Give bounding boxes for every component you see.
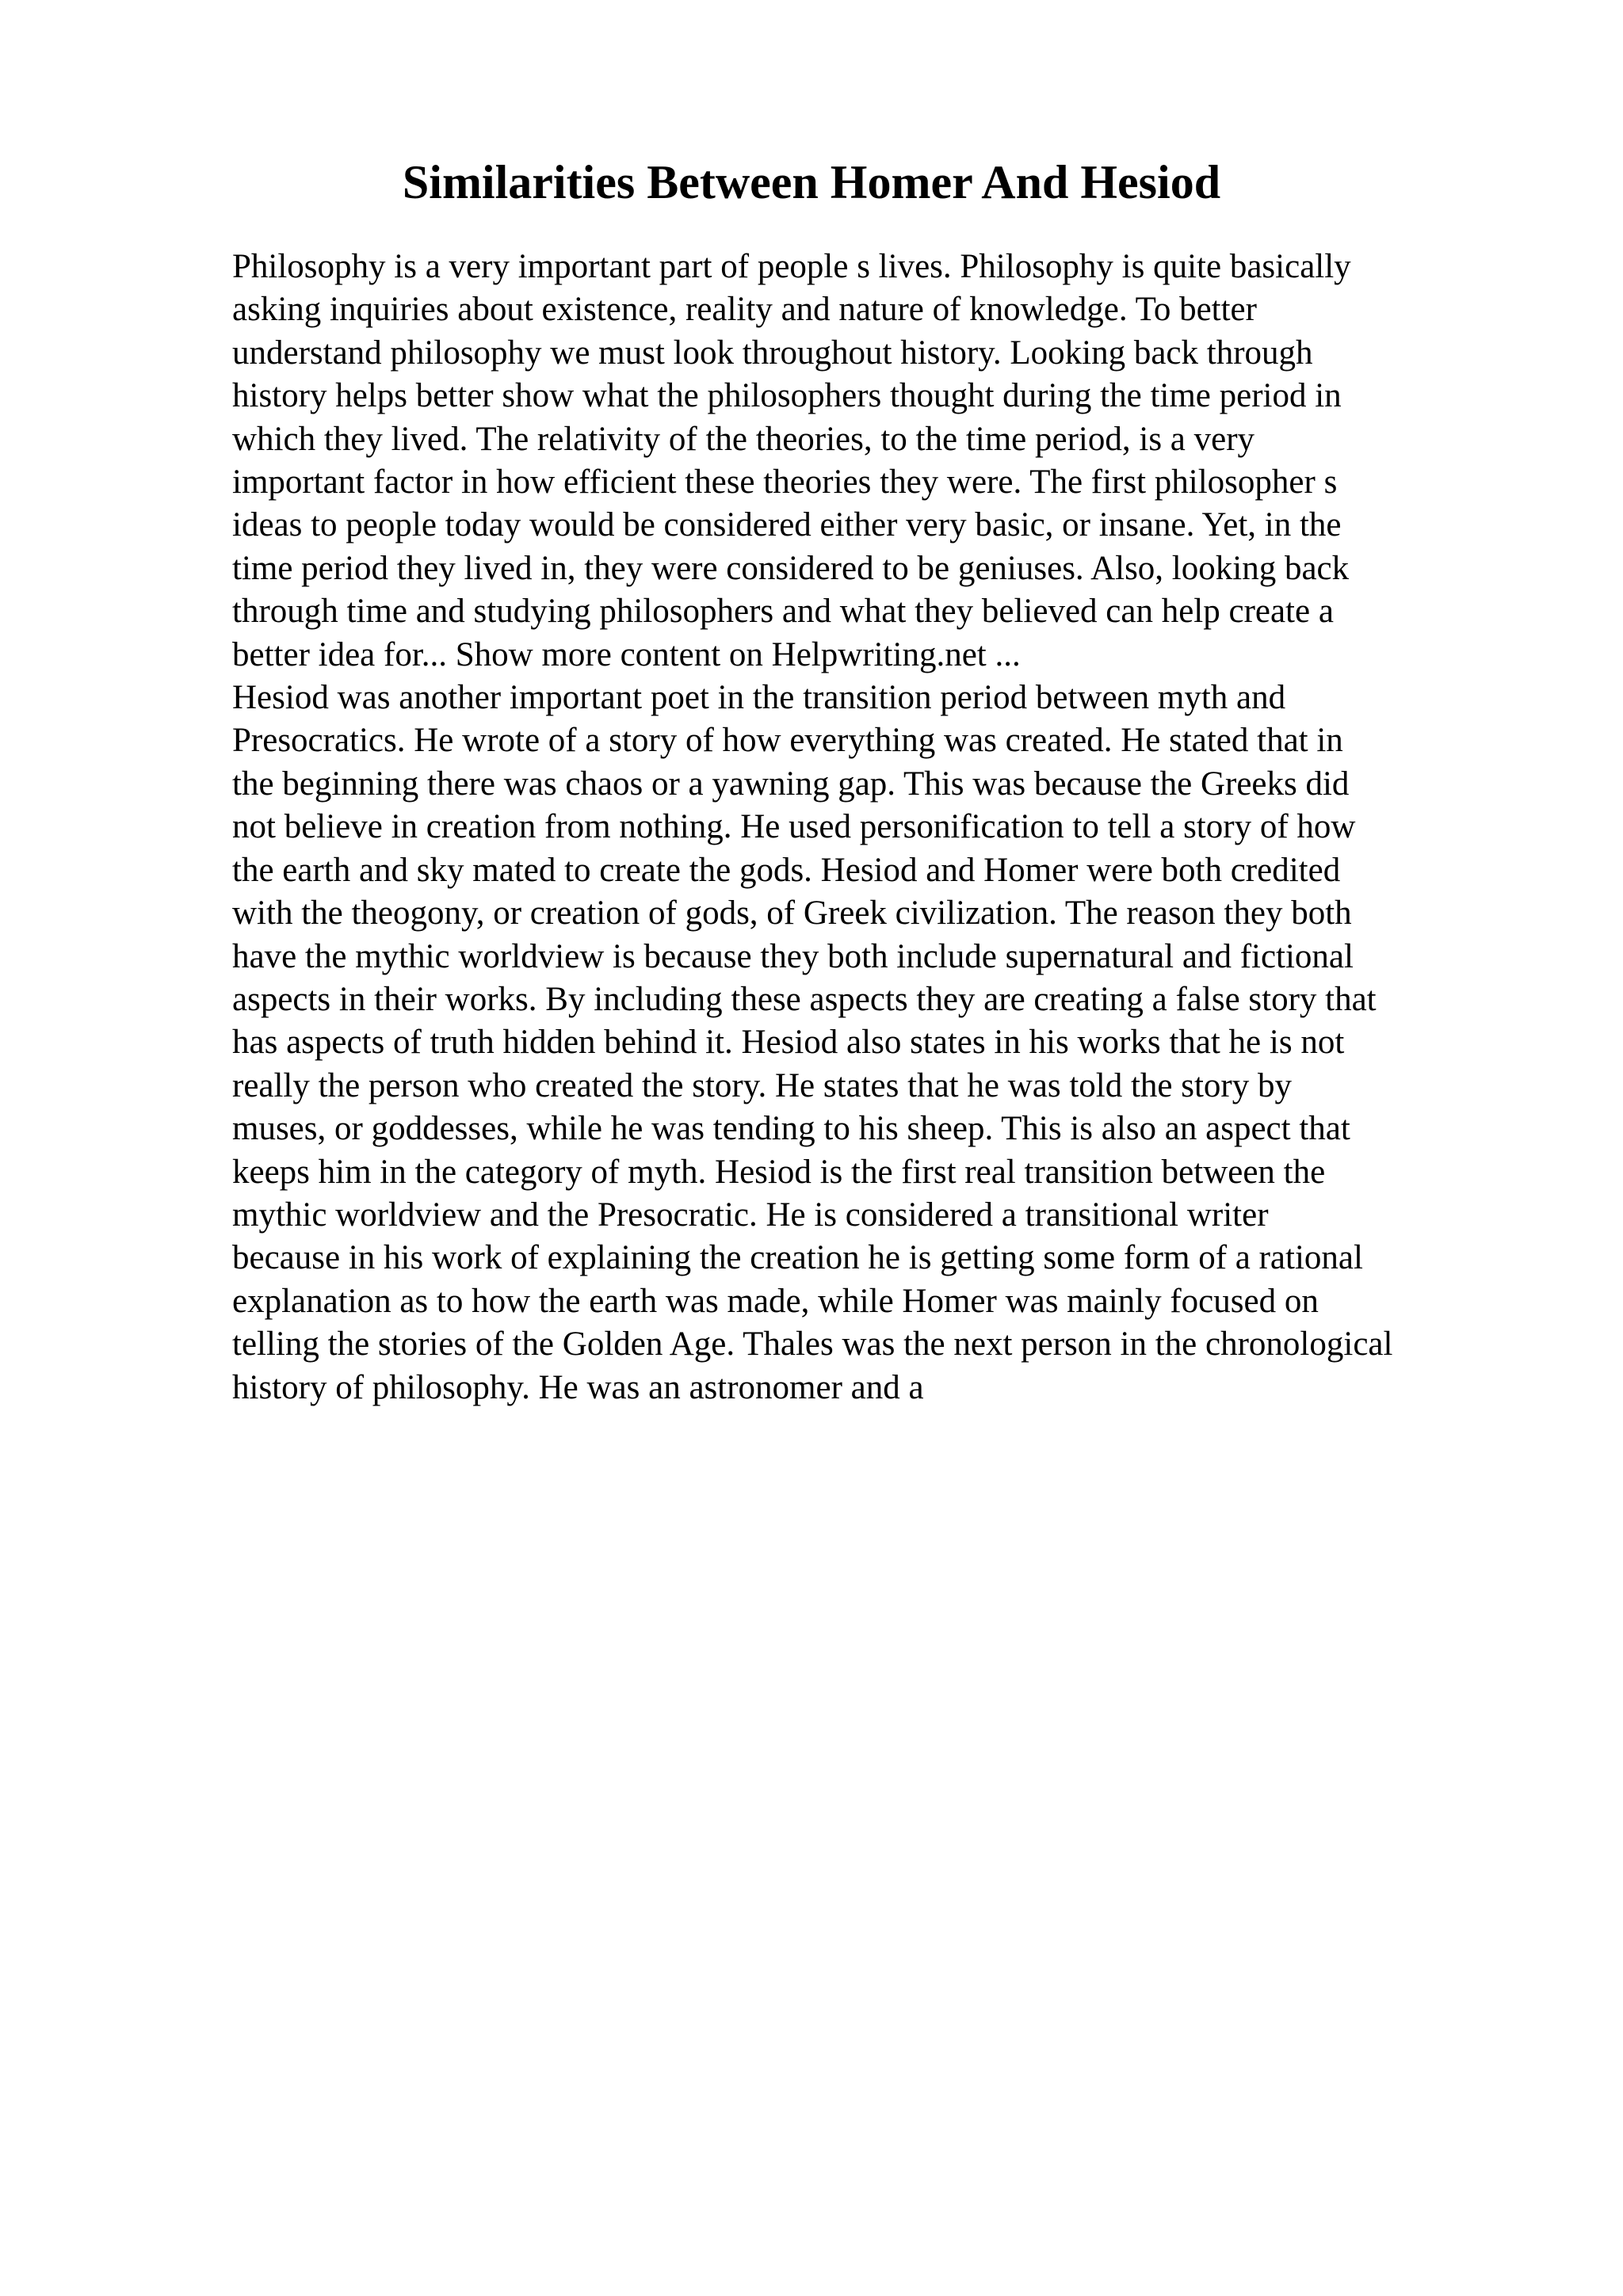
text-line: asking inquiries about existence, reality and nature of knowledge. To better [232,291,1257,329]
text-line: with the theogony, or creation of gods, of Greek civilization. The reason they both [232,894,1352,933]
text-line: telling the stories of the Golden Age. Thales was the next person in the chronological [232,1325,1393,1363]
text-line: history helps better show what the philosophers thought during the time period in [232,377,1342,415]
text-line: history of philosophy. He was an astronomer and a [232,1368,924,1406]
text-line: the earth and sky mated to create the gods. Hesiod and Homer were both credited [232,851,1341,889]
text-line: muses, or goddesses, while he was tending to his sheep. This is also an aspect that [232,1110,1350,1148]
text-line: have the mythic worldview is because they both include supernatural and fictional [232,937,1354,975]
paragraph-hesiod [232,677,1516,1409]
text-line: ideas to people today would be considered either very basic, or insane. Yet, in the [232,506,1342,544]
text-line: through time and studying philosophers and what they believed can help create a [232,593,1334,631]
text-line: the beginning there was chaos or a yawning gap. This was because the Greeks did [232,765,1350,803]
text-line: which they lived. The relativity of the theories, to the time period, is a very [232,420,1255,458]
text-line: has aspects of truth hidden behind it. Hesiod also states in his works that he is not [232,1024,1345,1062]
text-line: really the person who created the story. He states that he was told the story by [232,1066,1292,1104]
text-line: time period they lived in, they were considered to be geniuses. Also, looking back [232,549,1350,587]
text-line: better idea for... Show more content on Helpwriting.net ... [232,635,1021,673]
paragraph-intro [232,246,1516,677]
text-line: keeps him in the category of myth. Hesiod is the first real transition between the [232,1153,1326,1191]
text-line: mythic worldview and the Presocratic. He is considered a transitional writer [232,1196,1269,1234]
text-line: Presocratics. He wrote of a story of how everything was created. He stated that in [232,722,1343,760]
text-line: not believe in creation from nothing. He used personification to tell a story of how [232,808,1356,846]
text-line: explanation as to how the earth was made, while Homer was mainly focused on [232,1282,1319,1320]
text-line: aspects in their works. By including these aspects they are creating a false story that [232,980,1377,1018]
text-line: understand philosophy we must look throughout history. Looking back through [232,334,1313,372]
text-line: because in his work of explaining the creation he is getting some form of a rational [232,1239,1363,1277]
text-line: Hesiod was another important poet in the transition period between myth and [232,679,1286,717]
text-line: important factor in how efficient these theories they were. The first philosopher s [232,463,1338,502]
text-line: Philosophy is a very important part of people s lives. Philosophy is quite basically [232,248,1351,285]
document-body [232,246,1516,1409]
document-title: Similarities Between Homer And Hesiod [402,156,1221,208]
